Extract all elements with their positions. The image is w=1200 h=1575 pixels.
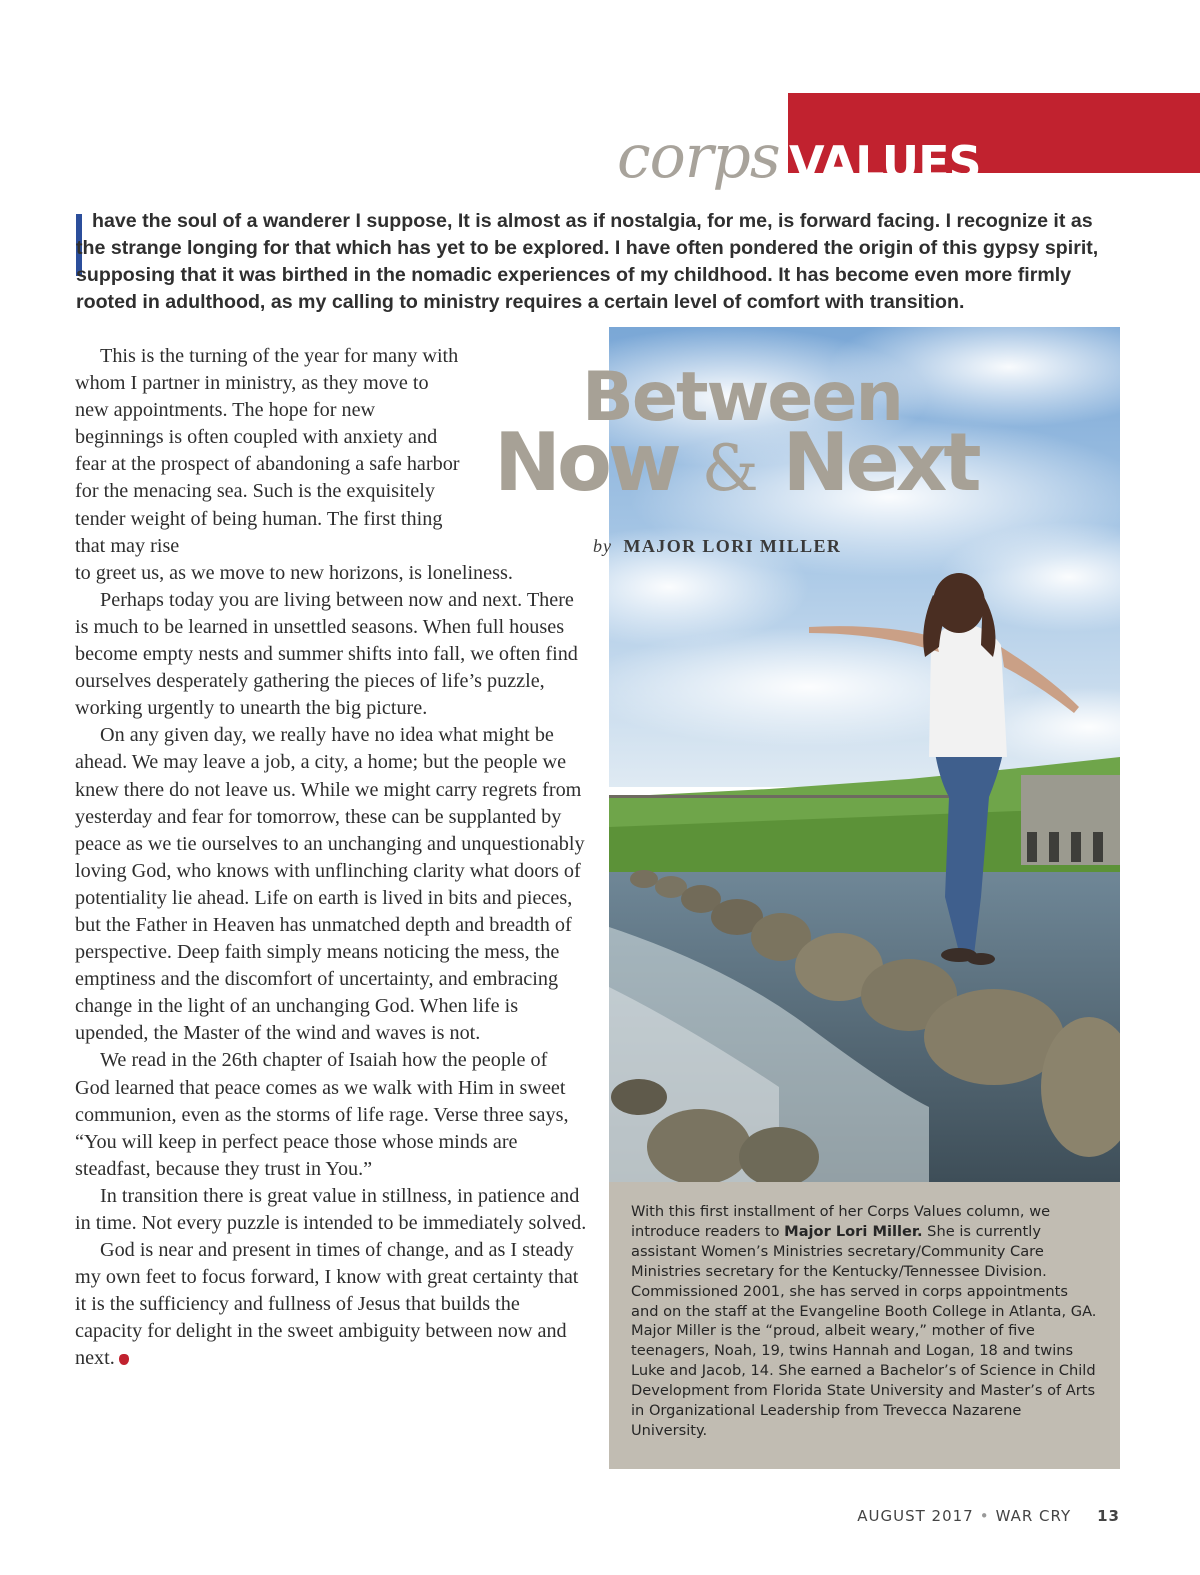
footer-separator: •: [979, 1507, 990, 1525]
body-paragraph-3: On any given day, we really have no idea what might be ahead. We may leave a job, a city, a home; but the people we knew there do not leave us. While we might carry regrets from yesterday and fear for tomorrow, these can be supplanted by peace as we tie ourselves to an unchanging and unquestionably loving God, who knows with unflinching clarity what doors of potentiality lie ahead. Life on earth is lived in bits and pieces, but the Father in Heaven has unmatched depth and breadth of perspective. Deep faith simply means noticing the mess, the emptiness and the discomfort of uncertainty, and embracing change in the light of an unchanging God. When life is upended, the Master of the wind and waves is not.: [75, 724, 585, 1045]
caption-text-before: With this first installment of her Corps Values column, we introduce readers to: [631, 1203, 1051, 1240]
page-number: 13: [1097, 1507, 1120, 1525]
body-paragraph-1-tail: to greet us, as we move to new horizons, is loneliness.: [75, 561, 513, 584]
section-title-values: VALUES: [789, 136, 981, 190]
section-title: [617, 122, 1097, 198]
body-paragraph-6: [75, 1237, 587, 1372]
caption-text-after: She is currently assistant Women’s Ministries secretary/Community Care Ministries secretary for the Kentucky/Tennessee Division. Commissioned 2001, she has served in corps appointments and on the staff at the Evangeline Booth College in Atlanta, GA. Major Miller is the “proud, albeit weary,” mother of five teenagers, Noah, 19, twins Hannah and Logan, 18 and twins Luke and Jacob, 14. She earned a Bachelor’s of Science in Child Development from Florida State University and Master’s of Arts in Organizational Leadership from Trevecca Nazarene University.: [631, 1222, 1097, 1439]
body-paragraph-1: This is the turning of the year for many with whom I partner in ministry, as they move to new appointments. The hope for new beginnings is often coupled with anxiety and fear at the prospect of abandoning a safe harbor for the menacing sea. Such is the exquisitely tender weight of being human. The first thing that may rise: [75, 345, 460, 557]
intro-paragraph: [76, 208, 1120, 316]
headline-line-1: Between: [582, 358, 902, 437]
headline-ampersand: &: [701, 432, 759, 506]
body-paragraph-2: Perhaps today you are living between now and next. There is much to be learned in unsettled seasons. When full houses become empty nests and summer shifts into fall, we often find ourselves desperately gathering the pieces of life’s puzzle, working urgently to unearth the big picture.: [75, 588, 578, 720]
footer-issue: AUGUST 2017: [857, 1507, 974, 1525]
headline-next: Next: [782, 416, 978, 509]
caption-author-name: Major Lori Miller.: [784, 1222, 923, 1240]
body-paragraph-6-text: God is near and present in times of change, and as I steady my own feet to focus forward, I know with great certainty that it is the sufficiency and fullness of Jesus that builds the capacity for delight in the sweet ambiguity between now and next.: [75, 1239, 579, 1370]
byline-author: MAJOR LORI MILLER: [623, 536, 842, 556]
shield-endmark-icon: [119, 1354, 129, 1365]
byline: [593, 536, 841, 557]
section-title-corps: corps: [617, 122, 780, 192]
body-paragraph-5: In transition there is great value in stillness, in patience and in time. Not every puzzle is intended to be immediately solved.: [75, 1184, 587, 1234]
body-paragraph-4: We read in the 26th chapter of Isaiah how the people of God learned that peace comes as we walk with Him in sweet communion, even as the storms of life rage. Verse three says, “You will keep in perfect peace those whose minds are steadfast, because they trust in You.”: [75, 1049, 569, 1180]
author-bio-caption: [609, 1182, 1120, 1469]
footer-publication: WAR CRY: [995, 1507, 1072, 1525]
article-body: [75, 343, 587, 1373]
byline-by: by: [593, 536, 612, 556]
headline-now: Now: [494, 416, 678, 509]
intro-text: have the soul of a wanderer I suppose, It is almost as if nostalgia, for me, is forward facing. I recognize it as the strange longing for that which has yet to be explored. I have often pondered the origin of this gypsy spirit, supposing that it was birthed in the nomadic experiences of my childhood. It has become even more firmly rooted in adulthood, as my calling to ministry requires a certain level of comfort with transition.: [76, 210, 1099, 313]
page-footer: [857, 1507, 1120, 1525]
